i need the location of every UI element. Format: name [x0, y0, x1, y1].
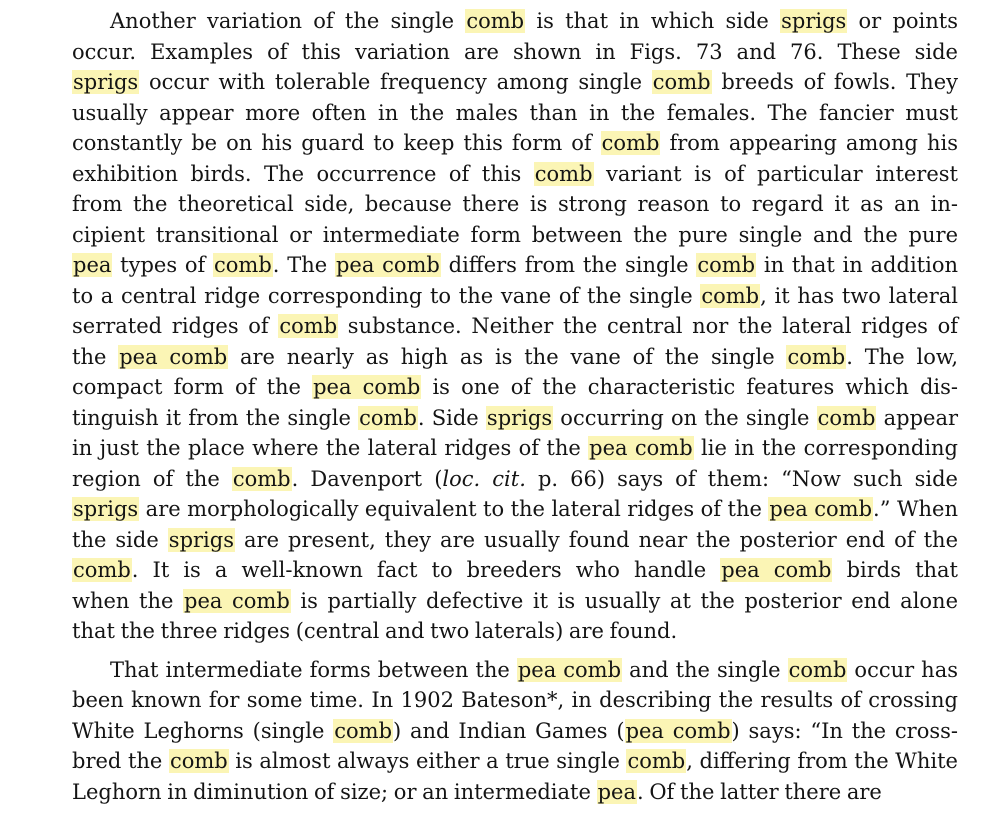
text-run: the	[72, 344, 119, 369]
text-line	[72, 281, 958, 312]
text-line	[72, 37, 958, 68]
text-run: are nearly as high as is the vane of the single	[228, 344, 787, 369]
text-run: to a central ridge corresponding to the vane of the single	[72, 283, 701, 308]
text-run: ) says: “In the cross-	[731, 718, 959, 743]
highlighted-term: comb	[534, 161, 593, 186]
text-line	[72, 746, 958, 777]
highlighted-term: comb	[627, 749, 686, 773]
text-run: birds that	[832, 558, 958, 582]
text-run: ) and Indian Games (	[393, 718, 625, 743]
text-run: , differing from the White	[686, 749, 958, 773]
text-run: that the three ridges (central and two laterals) are found.	[72, 619, 678, 643]
text-run: Another variation of the single	[110, 9, 466, 33]
highlighted-term: pea comb	[721, 558, 832, 582]
highlighted-term: comb	[214, 253, 272, 277]
text-run: . Davenport (	[291, 466, 443, 491]
text-run: is partially defective it is usually at the posterior end alone	[290, 588, 959, 613]
text-run: . The	[272, 253, 335, 277]
text-run: cipient transitional or intermediate form between the pure single and the pure	[72, 222, 958, 247]
text-run: been known for some time. In 1902 Bateson*, in describing the results of crossing	[72, 688, 958, 712]
highlighted-term: comb	[701, 283, 760, 308]
text-run: lie in the corresponding	[693, 436, 958, 460]
text-line	[72, 189, 958, 220]
text-line	[72, 464, 958, 495]
text-line	[72, 777, 958, 808]
highlighted-term: comb	[232, 466, 291, 491]
text-line	[72, 685, 958, 716]
text-line	[72, 655, 958, 686]
document-page	[72, 6, 958, 807]
highlighted-term: pea comb	[517, 657, 622, 682]
text-line	[72, 159, 958, 190]
text-run: from appearing among his	[660, 131, 958, 155]
text-run: in that in addition	[756, 253, 958, 277]
highlighted-term: sprigs	[486, 405, 553, 430]
text-run: occurring on the single	[553, 405, 817, 430]
highlighted-term: pea comb	[625, 718, 731, 743]
text-run: are morphologically equivalent to the lateral ridges of the	[139, 497, 769, 521]
text-run: region of the	[72, 466, 232, 491]
highlighted-term: comb	[334, 718, 393, 743]
paragraph-1	[72, 6, 958, 647]
text-run: variant is of particular interest	[593, 161, 958, 186]
text-run: occur has	[847, 657, 959, 682]
text-run: and the single	[622, 657, 788, 682]
text-run: occur. Examples of this variation are shown in Figs. 73 and 76. These side	[72, 39, 958, 64]
text-run: appear	[876, 405, 959, 430]
italic-text: loc. cit.	[442, 466, 526, 491]
highlighted-term: sprigs	[73, 70, 139, 94]
highlighted-term: pea comb	[313, 375, 421, 399]
highlighted-term: pea comb	[184, 588, 290, 613]
text-run: in just the place where the lateral ridges of the	[72, 436, 589, 460]
text-line	[72, 555, 958, 586]
highlighted-term: comb	[787, 344, 846, 369]
text-run: is one of the characteristic features which dis-	[421, 375, 959, 399]
highlighted-term: pea comb	[769, 497, 873, 521]
highlighted-term: pea comb	[335, 253, 440, 277]
text-run: is that in which side	[525, 9, 781, 33]
text-run: White Leghorns (single	[72, 718, 334, 743]
highlighted-term: sprigs	[73, 497, 139, 521]
highlighted-term: comb	[817, 405, 876, 430]
text-run: from the theoretical side, because there is strong reason to regard it as an in-	[72, 192, 958, 216]
text-run: Leghorn in diminution of size; or an intermediate	[72, 779, 597, 804]
text-run: is almost always either a true single	[228, 749, 627, 773]
highlighted-term: comb	[359, 405, 417, 430]
text-run: breeds of fowls. They	[711, 70, 958, 94]
text-run: . Of the latter there are	[636, 779, 882, 804]
text-line	[72, 616, 958, 647]
text-line	[72, 372, 958, 403]
text-run: . Side	[417, 405, 486, 430]
highlighted-term: pea comb	[589, 436, 693, 460]
highlighted-term: comb	[652, 70, 711, 94]
highlighted-term: sprigs	[781, 9, 847, 33]
text-line	[72, 403, 958, 434]
text-run: usually appear more often in the males than in the females. The fancier must	[72, 100, 958, 125]
text-line	[72, 716, 958, 747]
highlighted-term: pea	[73, 253, 112, 277]
text-run: . It is a well-known fact to breeders who handle	[131, 558, 721, 582]
text-line	[72, 342, 958, 373]
highlighted-term: pea	[597, 779, 636, 804]
text-run: That intermediate forms between the	[110, 657, 517, 682]
highlighted-term: comb	[73, 558, 131, 582]
highlighted-term: pea comb	[119, 344, 228, 369]
text-run: when the	[72, 588, 184, 613]
text-run: p. 66) says of them: “Now such side	[525, 466, 958, 491]
text-run: compact form of the	[72, 375, 313, 399]
text-run: . The low,	[846, 344, 958, 369]
text-run: substance. Neither the central nor the lateral ridges of	[338, 314, 958, 338]
text-line	[72, 586, 958, 617]
text-run: constantly be on his guard to keep this form of	[72, 131, 601, 155]
text-run: are present, they are usually found near the posterior end of the	[235, 527, 958, 552]
highlighted-term: comb	[697, 253, 756, 277]
text-run: occur with tolerable frequency among single	[139, 70, 652, 94]
text-line	[72, 67, 958, 98]
text-line	[72, 220, 958, 251]
text-line	[72, 525, 958, 556]
highlighted-term: comb	[601, 131, 660, 155]
text-run: types of	[112, 253, 214, 277]
text-run: , it has two lateral	[760, 283, 958, 308]
highlighted-term: sprigs	[168, 527, 234, 552]
paragraph-2	[72, 655, 958, 808]
highlighted-term: comb	[279, 314, 338, 338]
highlighted-term: comb	[169, 749, 228, 773]
text-run: the side	[72, 527, 168, 552]
text-run: or points	[847, 9, 958, 33]
text-line	[72, 98, 958, 129]
text-run: .” When	[873, 497, 958, 521]
text-line	[72, 128, 958, 159]
text-line	[72, 250, 958, 281]
text-line	[72, 311, 958, 342]
text-run: exhibition birds. The occurrence of this	[72, 161, 534, 186]
highlighted-term: comb	[788, 657, 847, 682]
text-run: serrated ridges of	[72, 314, 279, 338]
text-line	[72, 433, 958, 464]
text-run: differs from the single	[440, 253, 697, 277]
text-run: bred the	[72, 749, 169, 773]
text-line	[72, 6, 958, 37]
text-line	[72, 494, 958, 525]
highlighted-term: comb	[466, 9, 525, 33]
text-run: tinguish it from the single	[72, 405, 359, 430]
